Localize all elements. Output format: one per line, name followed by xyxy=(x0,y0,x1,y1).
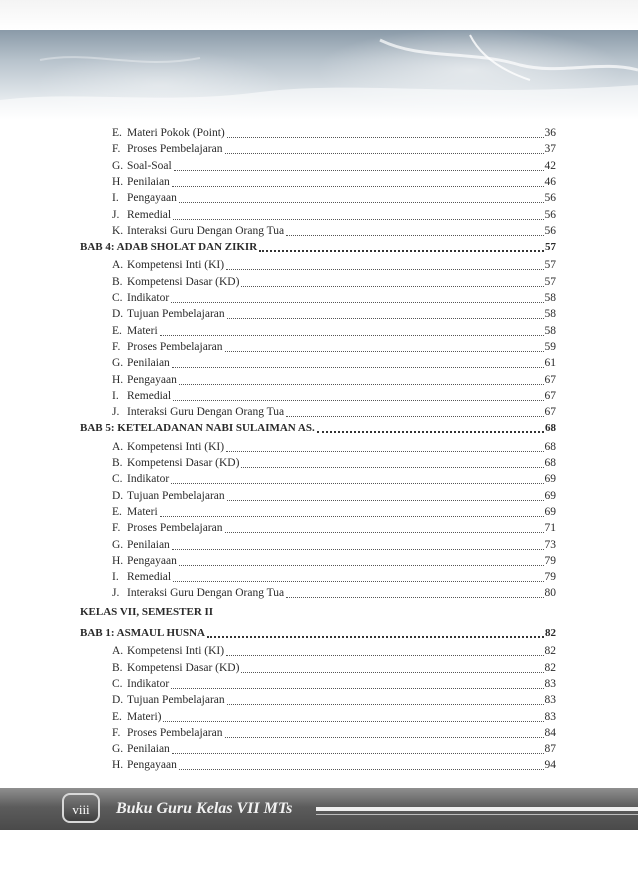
toc-chapter-entry[interactable] xyxy=(80,420,556,436)
toc-entry-title: BAB 5: KETELADANAN NABI SULAIMAN AS. xyxy=(80,422,315,435)
toc-entry-page-number: 71 xyxy=(544,522,556,535)
toc-entry-letter: K. xyxy=(112,224,124,237)
toc-entry-letter: C. xyxy=(112,292,123,304)
toc-entry-page-number: 56 xyxy=(544,192,556,205)
dot-leader xyxy=(172,752,544,754)
dot-leader xyxy=(172,366,544,368)
dot-leader xyxy=(241,285,543,287)
toc-entry-title: Penilaian xyxy=(127,743,170,756)
toc-entry-letter: D. xyxy=(112,694,124,707)
dot-leader xyxy=(286,415,543,417)
toc-entry-page-number: 69 xyxy=(544,505,556,518)
dot-leader xyxy=(225,736,544,738)
toc-entry-page-number: 69 xyxy=(544,489,556,502)
toc-entry[interactable] xyxy=(112,125,556,141)
toc-entry[interactable] xyxy=(112,569,556,585)
dot-leader xyxy=(163,720,543,722)
toc-entry-page-number: 67 xyxy=(544,406,556,419)
toc-entry-page-number: 56 xyxy=(544,208,556,221)
dot-leader xyxy=(226,268,543,270)
toc-entry-title: Remedial xyxy=(127,208,172,221)
toc-entry-title: Kompetensi Dasar (KD) xyxy=(127,457,240,469)
dot-leader xyxy=(286,596,543,598)
toc-entry-title: Kompetensi Dasar (KD) xyxy=(127,275,240,288)
toc-entry-letter: A. xyxy=(112,440,124,453)
toc-entry[interactable] xyxy=(112,643,556,659)
toc-entry-page-number: 56 xyxy=(544,224,556,237)
dot-leader xyxy=(179,768,544,770)
toc-entry-title: Kompetensi Inti (KI) xyxy=(127,259,225,272)
dot-leader xyxy=(317,430,544,433)
toc-entry[interactable] xyxy=(112,692,556,708)
dot-leader xyxy=(241,466,543,468)
dot-leader xyxy=(226,450,543,452)
toc-entry[interactable] xyxy=(112,404,556,420)
toc-entry[interactable] xyxy=(112,488,556,504)
toc-entry-page-number: 67 xyxy=(544,373,556,386)
toc-entry-page-number: 82 xyxy=(544,645,556,658)
toc-entry[interactable] xyxy=(112,660,556,676)
toc-entry-title: Kompetensi Inti (KI) xyxy=(127,645,225,658)
toc-entry-page-number: 46 xyxy=(544,175,556,188)
dot-leader xyxy=(225,152,544,154)
toc-entry-page-number: 58 xyxy=(544,292,556,304)
toc-entry-title: Penilaian xyxy=(127,175,170,188)
dot-leader xyxy=(286,234,543,236)
toc-entry-page-number: 82 xyxy=(544,661,556,674)
toc-entry[interactable] xyxy=(112,306,556,322)
toc-entry-letter: B. xyxy=(112,661,123,674)
toc-entry-title: Materi xyxy=(127,324,158,337)
toc-entry[interactable] xyxy=(112,455,556,471)
dot-leader xyxy=(179,564,544,566)
toc-entry-letter: H. xyxy=(112,175,124,188)
toc-entry-page-number: 36 xyxy=(544,127,556,139)
dot-leader xyxy=(227,499,544,501)
toc-entry-letter: F. xyxy=(112,143,121,156)
toc-entry[interactable] xyxy=(112,158,556,174)
toc-entry-title: BAB 1: ASMAUL HUSNA xyxy=(80,627,205,639)
toc-entry-page-number: 79 xyxy=(544,571,556,584)
toc-entry[interactable] xyxy=(112,741,556,757)
toc-entry-title: BAB 4: ADAB SHOLAT DAN ZIKIR xyxy=(80,241,258,254)
toc-entry-title: Proses Pembelajaran xyxy=(127,340,223,353)
page-number-badge: viii xyxy=(62,793,100,823)
toc-entry-page-number: 37 xyxy=(544,143,556,156)
toc-entry-title: Remedial xyxy=(127,571,172,584)
toc-entry-page-number: 73 xyxy=(544,538,556,551)
dot-leader xyxy=(207,635,544,638)
toc-entry[interactable] xyxy=(112,709,556,725)
toc-entry-letter: C. xyxy=(112,677,123,690)
toc-entry-page-number: 80 xyxy=(544,587,556,600)
toc-entry[interactable] xyxy=(112,190,556,206)
toc-entry-letter: I. xyxy=(112,389,119,402)
toc-entry-page-number: 82 xyxy=(545,627,556,639)
toc-entry-letter: G. xyxy=(112,357,124,370)
toc-entry-title: Pengayaan xyxy=(127,554,177,567)
toc-entry-letter: D. xyxy=(112,308,124,321)
dot-leader xyxy=(171,687,543,689)
footer-bar xyxy=(0,788,638,830)
toc-entry-page-number: 61 xyxy=(544,357,556,370)
dot-leader xyxy=(174,169,544,171)
toc-entry[interactable] xyxy=(112,471,556,487)
dot-leader xyxy=(172,548,544,550)
toc-entry[interactable] xyxy=(112,372,556,388)
toc-entry[interactable] xyxy=(112,274,556,290)
toc-entry-letter: J. xyxy=(112,406,120,419)
toc-entry-title: Indikator xyxy=(127,473,170,486)
toc-entry-letter: A. xyxy=(112,645,124,658)
toc-entry[interactable] xyxy=(112,725,556,741)
dot-leader xyxy=(227,136,544,138)
toc-entry-page-number: 83 xyxy=(544,677,556,690)
book-title: Buku Guru Kelas VII MTs xyxy=(116,800,293,817)
toc-entry-title: Interaksi Guru Dengan Orang Tua xyxy=(127,587,285,600)
toc-chapter-entry[interactable] xyxy=(80,239,556,255)
toc-entry[interactable] xyxy=(112,355,556,371)
toc-entry-title: Proses Pembelajaran xyxy=(127,726,223,739)
toc-entry-title: Kompetensi Inti (KI) xyxy=(127,440,225,453)
toc-entry-letter: B. xyxy=(112,457,123,469)
toc-entry[interactable] xyxy=(112,323,556,339)
toc-entry[interactable] xyxy=(112,537,556,553)
dot-leader xyxy=(173,580,543,582)
toc-entry-letter: E. xyxy=(112,505,122,518)
toc-entry-page-number: 68 xyxy=(544,440,556,453)
toc-entry-page-number: 83 xyxy=(544,710,556,723)
toc-entry[interactable] xyxy=(112,676,556,692)
toc-entry[interactable] xyxy=(112,585,556,601)
toc-entry-page-number: 68 xyxy=(545,422,556,435)
dot-leader xyxy=(160,515,544,517)
dot-leader xyxy=(227,317,544,319)
toc-entry-page-number: 84 xyxy=(544,726,556,739)
toc-entry-page-number: 83 xyxy=(544,694,556,707)
toc-entry-title: Tujuan Pembelajaran xyxy=(127,308,225,321)
toc-entry-page-number: 68 xyxy=(544,457,556,469)
dot-leader xyxy=(241,671,543,673)
toc-entry-letter: F. xyxy=(112,726,121,739)
toc-entry[interactable] xyxy=(112,257,556,273)
toc-entry-title: Pengayaan xyxy=(127,192,177,205)
dot-leader xyxy=(226,654,543,656)
toc-entry[interactable] xyxy=(112,290,556,306)
toc-entry[interactable] xyxy=(112,388,556,404)
toc-entry-title: Interaksi Guru Dengan Orang Tua xyxy=(127,224,285,237)
toc-entry-title: Materi Pokok (Point) xyxy=(127,127,225,139)
toc-entry-letter: H. xyxy=(112,759,124,772)
toc-entry[interactable] xyxy=(112,439,556,455)
toc-entry-letter: E. xyxy=(112,127,122,139)
toc-entry-title: Pengayaan xyxy=(127,759,177,772)
dot-leader xyxy=(160,334,544,336)
toc-entry-title: Tujuan Pembelajaran xyxy=(127,694,225,707)
toc-entry[interactable] xyxy=(112,553,556,569)
toc-entry-page-number: 42 xyxy=(544,159,556,172)
toc-entry-letter: J. xyxy=(112,587,120,600)
toc-entry-page-number: 79 xyxy=(544,554,556,567)
toc-entry-letter: G. xyxy=(112,538,124,551)
toc-entry-letter: F. xyxy=(112,340,121,353)
dot-leader xyxy=(225,350,544,352)
toc-entry-letter: B. xyxy=(112,275,123,288)
toc-entry[interactable] xyxy=(112,207,556,223)
toc-entry-title: Interaksi Guru Dengan Orang Tua xyxy=(127,406,285,419)
toc-entry[interactable] xyxy=(112,223,556,239)
toc-entry-letter: J. xyxy=(112,208,120,221)
toc-entry-page-number: 57 xyxy=(544,259,556,272)
dot-leader xyxy=(179,383,544,385)
toc-entry-letter: A. xyxy=(112,259,124,272)
footer-rule xyxy=(316,807,638,811)
toc-entry-title: Remedial xyxy=(127,389,172,402)
toc-entry-letter: H. xyxy=(112,554,124,567)
dot-leader xyxy=(173,218,543,220)
dot-leader xyxy=(259,249,544,252)
toc-entry[interactable] xyxy=(112,520,556,536)
toc-entry-letter: I. xyxy=(112,571,119,584)
toc-entry-title: Proses Pembelajaran xyxy=(127,143,223,156)
toc-entry-page-number: 69 xyxy=(544,473,556,486)
toc-entry-page-number: 67 xyxy=(544,389,556,402)
toc-entry-letter: G. xyxy=(112,743,124,756)
toc-entry-title: Soal-Soal xyxy=(127,159,172,172)
toc-entry-title: Tujuan Pembelajaran xyxy=(127,489,225,502)
toc-entry-title: Proses Pembelajaran xyxy=(127,522,223,535)
toc-entry-title: Indikator xyxy=(127,292,170,304)
toc-entry-page-number: 57 xyxy=(544,275,556,288)
toc-entry-title: Penilaian xyxy=(127,357,170,370)
toc-entry[interactable] xyxy=(112,504,556,520)
toc-entry-letter: D. xyxy=(112,489,124,502)
dot-leader xyxy=(172,185,544,187)
toc-entry-letter: I. xyxy=(112,192,119,205)
toc-entry-page-number: 94 xyxy=(544,759,556,772)
toc-entry[interactable] xyxy=(112,339,556,355)
toc-entry[interactable] xyxy=(112,141,556,157)
toc-entry-title: Kompetensi Dasar (KD) xyxy=(127,661,240,674)
toc-entry-letter: G. xyxy=(112,159,124,172)
toc-entry[interactable] xyxy=(112,757,556,773)
toc-entry-title: Materi xyxy=(127,505,158,518)
toc-entry-letter: E. xyxy=(112,710,122,723)
toc-entry[interactable] xyxy=(112,174,556,190)
toc-entry-letter: F. xyxy=(112,522,121,535)
toc-entry-title: Materi) xyxy=(127,710,162,723)
section-heading: KELAS VII, SEMESTER II xyxy=(80,605,214,618)
toc-entry-letter: C. xyxy=(112,473,123,486)
toc-entry-page-number: 58 xyxy=(544,324,556,337)
dot-leader xyxy=(225,531,544,533)
toc-entry-letter: E. xyxy=(112,324,122,337)
dot-leader xyxy=(171,301,543,303)
toc-chapter-entry[interactable] xyxy=(80,625,556,641)
dot-leader xyxy=(171,482,543,484)
toc-entry-page-number: 57 xyxy=(545,241,556,254)
footer-rule-thin xyxy=(316,814,638,815)
dot-leader xyxy=(179,201,544,203)
toc-entry-page-number: 58 xyxy=(544,308,556,321)
toc-entry-page-number: 59 xyxy=(544,340,556,353)
toc-entry-letter: H. xyxy=(112,373,124,386)
dot-leader xyxy=(227,703,544,705)
toc-entry-title: Indikator xyxy=(127,677,170,690)
dot-leader xyxy=(173,399,543,401)
toc-entry-title: Penilaian xyxy=(127,538,170,551)
toc-entry-title: Pengayaan xyxy=(127,373,177,386)
toc-entry-page-number: 87 xyxy=(544,743,556,756)
